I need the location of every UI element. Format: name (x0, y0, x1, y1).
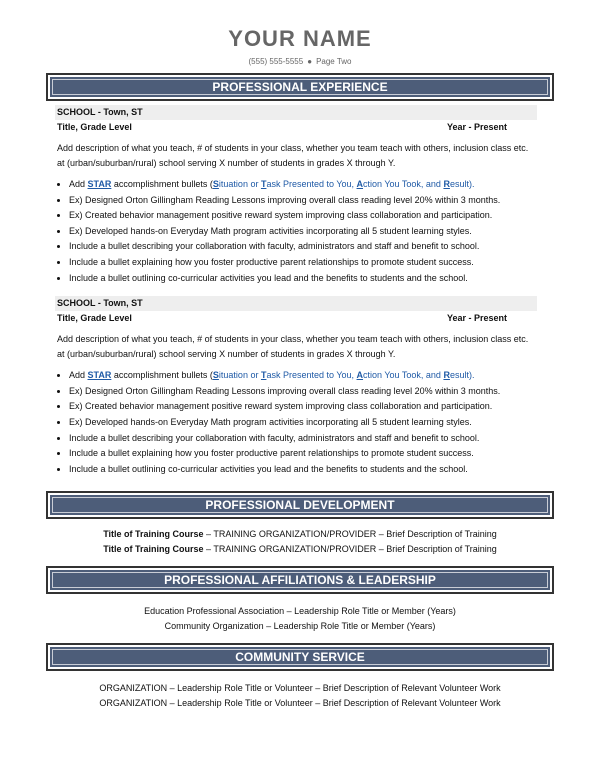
development-title: PROFESSIONAL DEVELOPMENT (50, 495, 550, 515)
development-list (0, 527, 600, 557)
list-item: • Include a bullet outlining co-curricular activities you lead and the benefits to students and the school. (69, 271, 537, 287)
experience-title: PROFESSIONAL EXPERIENCE (50, 77, 550, 97)
bullet-list (55, 177, 537, 286)
affiliations-list (0, 604, 600, 634)
star-bullet: • Add STAR accomplishment bullets (Situation or Task Presented to You, Action You Took, and Result). (69, 177, 537, 193)
list-item: • Ex) Designed Orton Gillingham Reading Lessons improving overall class reading level 20% within 3 months. (69, 193, 537, 209)
affiliations-banner (46, 566, 554, 594)
list-item: Title of Training Course – TRAINING ORGANIZATION/PROVIDER – Brief Description of Training (103, 529, 497, 540)
list-item: Title of Training Course – TRAINING ORGANIZATION/PROVIDER – Brief Description of Training (103, 544, 497, 555)
affiliations-title: PROFESSIONAL AFFILIATIONS & LEADERSHIP (50, 570, 550, 590)
title-line (55, 120, 537, 134)
list-item: • Ex) Developed hands-on Everyday Math program activities incorporating all 5 student learning styles. (69, 415, 537, 431)
list-item: • Ex) Created behavior management positive reward system improving class collaboration and participation. (69, 399, 537, 415)
bullet-dot-icon: ● (307, 57, 313, 66)
list-item: • Include a bullet describing your collaboration with faculty, administrators and staff and benefit to school. (69, 239, 537, 255)
school-name: SCHOOL - Town, ST (55, 296, 537, 311)
list-item: • Ex) Designed Orton Gillingham Reading Lessons improving overall class reading level 20% within 3 months. (69, 384, 537, 400)
bullet-list (55, 368, 537, 477)
list-item: • Include a bullet describing your collaboration with faculty, administrators and staff and benefit to school. (69, 431, 537, 447)
job-title: Title, Grade Level (57, 122, 132, 132)
community-list (0, 681, 600, 711)
job-entry (55, 296, 537, 477)
job-dates: Year - Present (446, 313, 507, 324)
list-item: ORGANIZATION – Leadership Role Title or Volunteer – Brief Description of Relevant Volunteer Work (99, 698, 501, 709)
title-line (55, 311, 537, 325)
resume-name: YOUR NAME (228, 26, 372, 51)
star-link[interactable]: STAR (87, 370, 112, 381)
development-banner (46, 491, 554, 519)
star-link[interactable]: STAR (87, 179, 112, 189)
list-item: • Ex) Created behavior management positive reward system improving class collaboration and participation. (69, 208, 537, 224)
list-item: Community Organization – Leadership Role Title or Member (Years) (164, 621, 436, 632)
list-item: • Ex) Developed hands-on Everyday Math program activities incorporating all 5 student learning styles. (69, 224, 537, 240)
list-item: • Include a bullet explaining how you foster productive parent relationships to promote student success. (69, 446, 537, 462)
page-label: Page Two (316, 57, 352, 66)
job-description: Add description of what you teach, # of students in your class, whether you team teach with others, inclusion class etc. at (urban/suburban/rural) school serving X number of students in grades X through Y. (57, 143, 529, 168)
contact-line (0, 57, 600, 67)
list-item: Education Professional Association – Leadership Role Title or Member (Years) (144, 606, 456, 617)
community-title: COMMUNITY SERVICE (50, 647, 550, 667)
job-description: Add description of what you teach, # of students in your class, whether you team teach with others, inclusion class etc. at (urban/suburban/rural) school serving X number of students in grades X through Y. (57, 334, 529, 360)
list-item: • Include a bullet outlining co-curricular activities you lead and the benefits to students and the school. (69, 462, 537, 478)
phone: (555) 555-5555 (248, 57, 304, 66)
experience-banner (46, 73, 554, 101)
job-entry (55, 105, 537, 286)
school-name: SCHOOL - Town, ST (55, 105, 537, 120)
list-item: • Include a bullet explaining how you foster productive parent relationships to promote student success. (69, 255, 537, 271)
list-item: ORGANIZATION – Leadership Role Title or Volunteer – Brief Description of Relevant Volunteer Work (99, 683, 501, 694)
star-bullet: • Add STAR accomplishment bullets (Situation or Task Presented to You, Action You Took, and Result). (69, 368, 537, 384)
job-dates: Year - Present (446, 122, 507, 132)
community-banner (46, 643, 554, 671)
job-title: Title, Grade Level (57, 313, 132, 324)
